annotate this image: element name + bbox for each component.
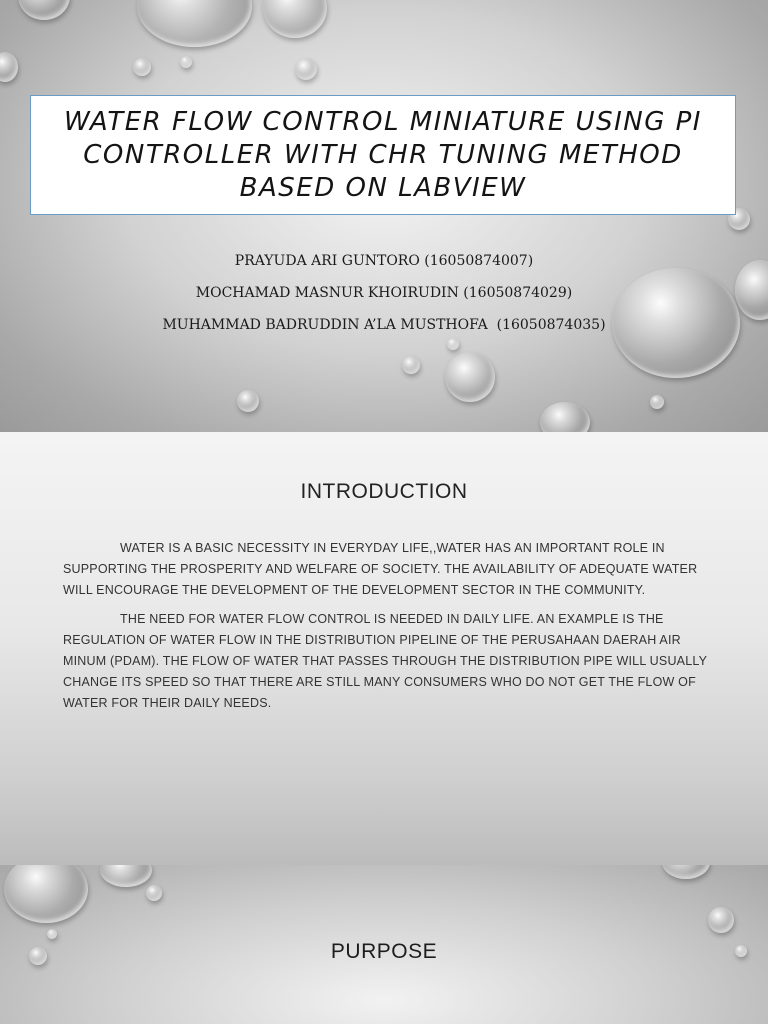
title-slide <box>0 0 768 432</box>
water-drop <box>445 352 495 402</box>
water-drop <box>662 865 710 879</box>
water-drop <box>237 390 259 412</box>
purpose-heading: PURPOSE <box>330 940 438 963</box>
presentation-title: WATER FLOW CONTROL MINIATURE USING PI CONTROLLER WITH CHR TUNING METHOD BASED ON LABVIEW <box>64 106 702 203</box>
intro-paragraph-1: WATER IS A BASIC NECESSITY IN EVERYDAY LIFE,,WATER HAS AN IMPORTANT ROLE IN SUPPORTING THE PROSPERITY AND WELFARE OF SOCIETY. THE AVAILABILITY OF ADEQUATE WATER WILL ENCOURAGE THE DEVELOPMENT OF THE DEVELOPMENT SECTOR IN THE COMMUNITY. <box>63 541 698 597</box>
water-drop <box>295 58 317 80</box>
water-drop <box>708 907 734 933</box>
author-1: PRAYUDA ARI GUNTORO (16050874007) <box>234 253 534 269</box>
author-3: MUHAMMAD BADRUDDIN A’LA MUSTHOFA (16050874035) <box>162 317 606 333</box>
purpose-slide <box>0 865 768 1024</box>
water-drop <box>133 58 151 76</box>
title-box <box>30 95 736 215</box>
water-drop <box>0 52 18 82</box>
water-drop <box>47 929 57 939</box>
introduction-heading: INTRODUCTION <box>300 480 468 503</box>
author-2: MOCHAMAD MASNUR KHOIRUDIN (16050874029) <box>195 285 573 301</box>
author-list <box>0 250 768 346</box>
water-drop <box>137 0 252 47</box>
water-drop <box>180 56 192 68</box>
water-drop <box>540 402 590 432</box>
water-drop <box>100 865 152 887</box>
water-drop <box>650 395 664 409</box>
introduction-body <box>63 538 713 722</box>
water-drop <box>4 865 88 923</box>
water-drop <box>263 0 327 38</box>
introduction-slide <box>0 432 768 865</box>
water-drop <box>402 356 420 374</box>
water-drop <box>146 885 162 901</box>
water-drop <box>18 0 70 20</box>
intro-paragraph-2: THE NEED FOR WATER FLOW CONTROL IS NEEDED IN DAILY LIFE. AN EXAMPLE IS THE REGULATION OF WATER FLOW IN THE DISTRIBUTION PIPELINE OF THE PERUSAHAAN DAERAH AIR MINUM (PDAM). THE FLOW OF WATER THAT PASSES THROUGH THE DISTRIBUTION PIPE WILL USUALLY CHANGE ITS SPEED SO THAT THERE ARE STILL MANY CONSUMERS WHO DO NOT GET THE FLOW OF WATER FOR THEIR DAILY NEEDS. <box>63 612 707 710</box>
